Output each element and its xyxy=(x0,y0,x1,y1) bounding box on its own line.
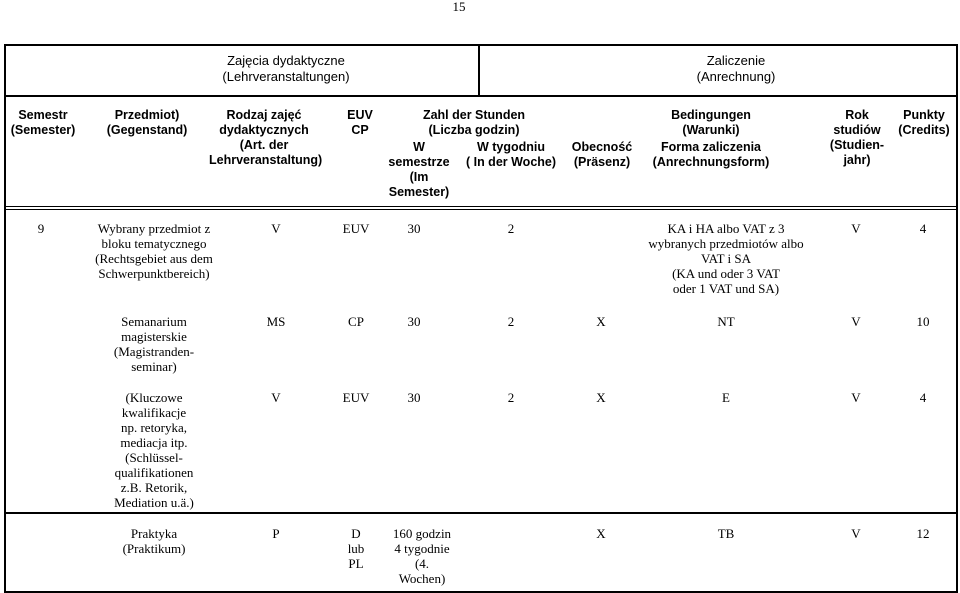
cell-forma: TB xyxy=(717,526,735,541)
cell-forma: KA i HA albo VAT z 3 wybranych przedmiotów albo VAT i SA (KA und oder 3 VAT oder 1 VAT und SA) xyxy=(648,221,804,296)
cell-w-semestrze: 30 xyxy=(407,221,421,236)
cell-punkty: 12 xyxy=(916,526,930,541)
col-header-semestr: Semestr (Semester) xyxy=(10,108,76,137)
cell-punkty: 4 xyxy=(919,390,927,405)
page-number: 15 xyxy=(452,0,466,14)
cell-rok: V xyxy=(851,390,861,405)
cell-rok: V xyxy=(851,221,861,236)
cell-obecnosc: X xyxy=(596,390,606,405)
group-header-classes: Zajęcia dydaktyczne (Lehrveranstaltungen) xyxy=(222,53,350,84)
column-divider xyxy=(478,46,480,96)
table-rule xyxy=(6,206,956,207)
cell-euv: CP xyxy=(348,314,364,329)
table-rule xyxy=(6,209,956,210)
cell-punkty: 4 xyxy=(919,221,927,236)
cell-rok: V xyxy=(851,526,861,541)
cell-w-semestrze: 160 godzin 4 tygodnie (4. Wochen) xyxy=(392,526,452,586)
cell-rodzaj: P xyxy=(272,526,280,541)
curriculum-table xyxy=(4,44,958,593)
col-header-forma: Forma zaliczenia (Anrechnungsform) xyxy=(652,140,770,169)
cell-w-tygodniu: 2 xyxy=(507,314,515,329)
col-header-w-semestrze: W semestrze (Im Semester) xyxy=(388,140,450,199)
cell-obecnosc: X xyxy=(596,314,606,329)
cell-forma: NT xyxy=(717,314,735,329)
cell-forma: E xyxy=(722,390,730,405)
cell-rodzaj: MS xyxy=(266,314,286,329)
col-header-zahl: Zahl der Stunden (Liczba godzin) xyxy=(422,108,526,137)
cell-rok: V xyxy=(851,314,861,329)
cell-przedmiot: Praktyka (Praktikum) xyxy=(122,526,186,556)
col-header-bedingungen: Bedingungen (Warunki) xyxy=(671,108,751,137)
cell-obecnosc: X xyxy=(596,526,606,541)
col-header-obecnosc: Obecność (Präsenz) xyxy=(571,140,633,169)
cell-rodzaj: V xyxy=(271,221,281,236)
group-header-credit: Zaliczenie (Anrechnung) xyxy=(696,53,776,84)
col-header-w-tygodniu: W tygodniu ( In der Woche) xyxy=(465,140,557,169)
col-header-punkty: Punkty (Credits) xyxy=(898,108,950,137)
cell-punkty: 10 xyxy=(916,314,930,329)
cell-euv: EUV xyxy=(342,390,370,405)
cell-euv: EUV xyxy=(342,221,370,236)
cell-w-semestrze: 30 xyxy=(407,390,421,405)
cell-euv: D lub PL xyxy=(347,526,365,571)
table-rule xyxy=(6,95,956,97)
cell-w-tygodniu: 2 xyxy=(507,390,515,405)
cell-przedmiot: Semanarium magisterskie (Magistranden- seminar) xyxy=(113,314,195,374)
col-header-rodzaj: Rodzaj zajęć dydaktycznych (Art. der Lehrveranstaltung) xyxy=(209,108,323,167)
col-header-euv: EUV CP xyxy=(347,108,373,137)
cell-w-semestrze: 30 xyxy=(407,314,421,329)
cell-przedmiot: (Kluczowe kwalifikacje np. retoryka, mediacja itp. (Schlüssel- qualifikationen z.B. Retorik, Mediation u.ä.) xyxy=(114,390,194,510)
col-header-przedmiot: Przedmiot) (Gegenstand) xyxy=(106,108,188,137)
cell-rodzaj: V xyxy=(271,390,281,405)
table-rule xyxy=(6,512,956,514)
cell-przedmiot: Wybrany przedmiot z bloku tematycznego (Rechtsgebiet aus dem Schwerpunktbereich) xyxy=(95,221,213,281)
cell-w-tygodniu: 2 xyxy=(507,221,515,236)
cell-semestr: 9 xyxy=(37,221,45,236)
col-header-rok: Rok studiów (Studien- jahr) xyxy=(829,108,885,167)
